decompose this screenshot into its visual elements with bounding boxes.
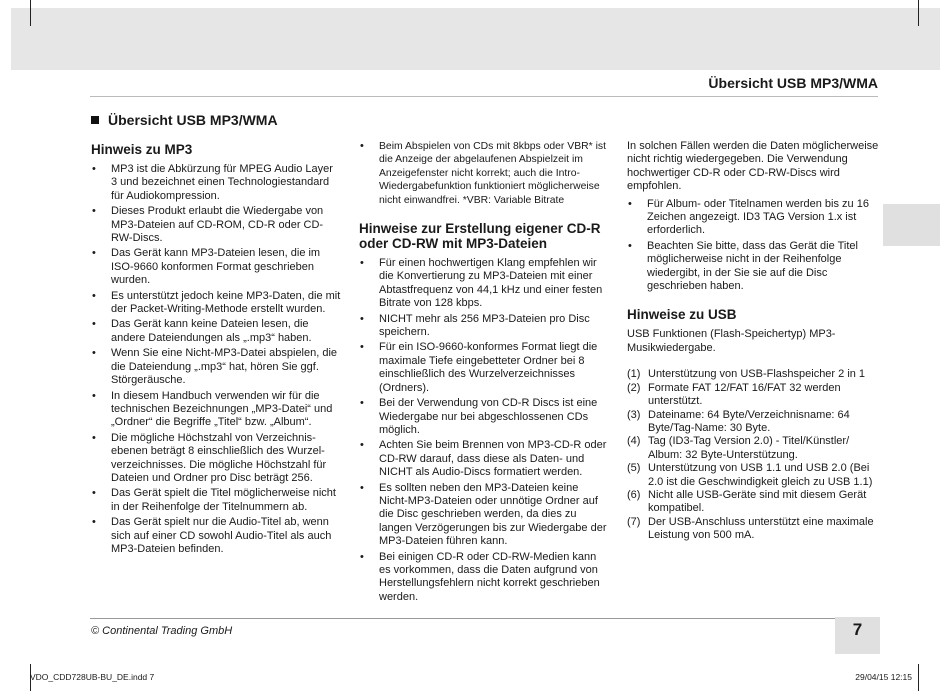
list-number: (2) [627,381,641,394]
list-item: • Die mögliche Höchstzahl von Verzeichnis-ebenen beträgt 8 einschließlich des Wurzel-verzeichnisses. Die mögliche Höchstzahl für Dateien und Ordner pro Disc beträgt 256. [91,432,341,486]
list-number: (3) [627,408,641,421]
list-text: Tag (ID3-Tag Version 2.0) - Titel/Künstler/ Album: 32 Byte-Unterstützung. [648,435,850,461]
mp3-note-heading: Hinweis zu MP3 [91,142,193,157]
list-number: (4) [627,435,641,448]
list-text: Dateiname: 64 Byte/Verzeichnisname: 64 Byte/Tag-Name: 30 Byte. [648,408,850,434]
list-item: • Für ein ISO-9660-konformes Format liegt die maximale Tiefe eingebetteter Ordner bei 8 einschließlich des Wurzelverzeichnisses (Ordners). [359,341,609,395]
usb-list [627,368,879,542]
list-item: • MP3 ist die Abkürzung für MPEG Audio Layer 3 und bezeichnet einen Technologiestandard für Audiokompression. [91,163,341,203]
list-item [627,489,879,516]
list-item: • Achten Sie beim Brennen von MP3-CD-R oder CD-RW darauf, dass diese als Daten- und NICHT als Audio-Discs formatiert werden. [359,439,609,479]
list-text: Der USB-Anschluss unterstützt eine maximale Leistung von 500 mA. [648,515,874,542]
cd-creation-list [359,257,609,604]
list-item: • Für Album- oder Titelnamen werden bis zu 16 Zeichen angezeigt. ID3 TAG Version 1.x ist erforderlich. [627,198,879,238]
cd-creation-heading: Hinweise zur Erstellung eigener CD-R oder CD-RW mit MP3-Dateien [359,221,601,252]
section-title-text: Übersicht USB MP3/WMA [108,112,278,128]
copyright: © Continental Trading GmbH [91,625,233,637]
list-text: Nicht alle USB-Geräte sind mit diesem Gerät kompatibel. [648,488,867,515]
list-item: • Beim Abspielen von CDs mit 8kbps oder VBR* ist die Anzeige der abgelaufenen Abspielzeit im Anzeigefenster nicht korrekt; auch die Intro-Wiedergabefunktion funktioniert möglicherweise nicht einwandfrei. *VBR: Variable Bitrate [359,140,609,207]
list-text: Unterstützung von USB-Flashspeicher 2 in 1 [648,368,866,381]
list-text: Unterstützung von USB 1.1 und USB 2.0 (Bei 2.0 ist die Geschwindigkeit gleich zu USB 1.1) [648,462,873,488]
section-title [91,112,278,128]
mp3-note-list [91,163,341,556]
list-text: Formate FAT 12/FAT 16/FAT 32 werden unterstützt. [648,381,841,408]
print-slug-date: 29/04/15 12:15 [855,672,912,682]
print-slug-file: VDO_CDD728UB-BU_DE.indd 7 [30,672,155,682]
list-item: • Das Gerät kann MP3-Dateien lesen, die im ISO-9660 konformen Format geschrieben wurden. [91,247,341,287]
list-item: • Beachten Sie bitte, dass das Gerät die Titel möglicherweise nicht in der Reihenfolge wiedergibt, in der Sie sie auf die Disc geschrieben haben. [627,240,879,294]
list-item [627,409,879,436]
crop-mark-right [918,0,919,26]
list-item: • Dieses Produkt erlaubt die Wiedergabe von MP3-Dateien auf CD-ROM, CD-R oder CD-RW-Discs. [91,205,341,245]
column-3 [627,140,879,543]
list-number: (6) [627,488,641,501]
list-item: • Für einen hochwertigen Klang empfehlen wir die Konvertierung zu MP3-Dateien mit einer Abtastfrequenz von 44,1 kHz und einer festen Bitrate von 128 kbps. [359,257,609,311]
square-bullet-icon [91,116,99,124]
list-number: (5) [627,462,641,475]
list-item: • Wenn Sie eine Nicht-MP3-Datei abspielen, die die Dateiendung „.mp3“ hat, hören Sie ggf. Störgeräusche. [91,347,341,387]
top-gray-band [11,8,940,70]
crop-mark-left [30,0,31,26]
list-item: • Es sollten neben den MP3-Dateien keine Nicht-MP3-Dateien oder unnötige Ordner auf die Disc geschrieben werden, da dies zu langen Verzögerungen bis zur Wiedergabe der MP3-Dateien führen kann. [359,482,609,549]
page-number: 7 [852,620,863,639]
list-item: • Das Gerät spielt nur die Audio-Titel ab, wenn sich auf einer CD sowohl Audio-Titel als auch MP3-Dateien befinden. [91,516,341,556]
tag-note-list [627,198,879,294]
list-number: (1) [627,368,641,381]
running-header: Übersicht USB MP3/WMA [708,75,878,91]
crop-mark-right-bottom [918,664,919,691]
usb-heading: Hinweise zu USB [627,307,737,323]
list-item [627,462,879,489]
list-item: • Das Gerät spielt die Titel möglicherweise nicht in der Reihenfolge der Titelnummern ab. [91,487,341,514]
list-item: • In diesem Handbuch verwenden wir für die technischen Bezeichnungen „MP3-Datei“ und „Ordner“ die Begriffe „Titel“ bzw. „Album“. [91,390,341,430]
intro-paragraph: In solchen Fällen werden die Daten möglicherweise nicht richtig wiedergegeben. Die Verwendung hochwertiger CD-R oder CD-RW-Discs wird empfohlen. [627,140,879,193]
list-item: • Es unterstützt jedoch keine MP3-Daten, die mit der Packet-Writing-Methode erstellt wurden. [91,290,341,317]
list-item [627,368,879,381]
list-item [627,435,879,462]
header-rule [90,96,878,97]
footer-rule [90,618,835,619]
side-thumb-tab [883,204,940,246]
list-item: • Bei einigen CD-R oder CD-RW-Medien kann es vorkommen, dass die Daten aufgrund von Herstellungsfehlern nicht korrekt geschrieben werden. [359,551,609,605]
list-item [627,516,879,543]
list-item: • Das Gerät kann keine Dateien lesen, die andere Dateiendungen als „.mp3“ haben. [91,318,341,345]
vbr-note-list [359,140,609,207]
list-item [627,382,879,409]
list-item: • NICHT mehr als 256 MP3-Dateien pro Disc speichern. [359,313,609,340]
column-1 [91,142,341,558]
list-item: • Bei der Verwendung von CD-R Discs ist eine Wiedergabe nur bei abgeschlossenen CDs möglich. [359,397,609,437]
list-number: (7) [627,515,641,528]
usb-intro: USB Funktionen (Flash-Speichertyp) MP3-Musikwiedergabe. [627,328,836,354]
column-2 [359,140,609,606]
